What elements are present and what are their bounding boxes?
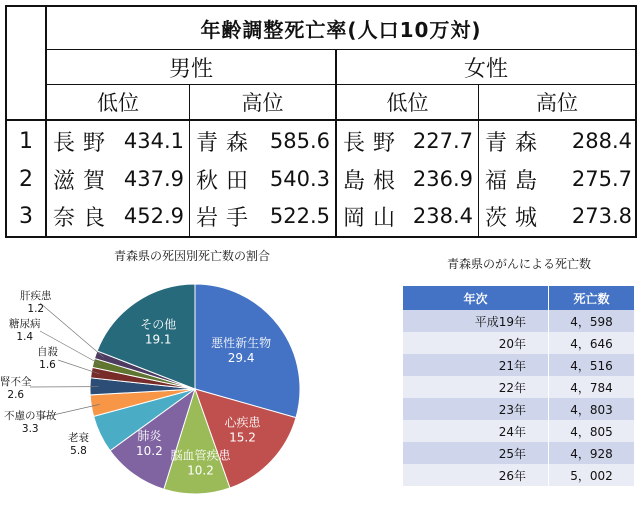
year-cell: 20年 bbox=[403, 332, 549, 354]
female-high-header: 高位 bbox=[536, 91, 578, 115]
female-low-pref: 岡山 bbox=[343, 205, 404, 231]
table-row bbox=[403, 442, 635, 464]
cancer-table-title: 青森県のがんによる死亡数 bbox=[446, 257, 591, 271]
female-high-value: 275.7 bbox=[571, 167, 632, 191]
male-high-value: 540.3 bbox=[269, 167, 330, 191]
female-high-value: 273.8 bbox=[571, 204, 632, 228]
female-high-pref: 青森 bbox=[485, 130, 546, 156]
female-header: 女性 bbox=[463, 56, 508, 82]
table-row bbox=[403, 420, 635, 442]
header-death-count: 死亡数 bbox=[549, 286, 635, 310]
male-low-value: 452.9 bbox=[123, 204, 184, 228]
female-low-value: 227.7 bbox=[412, 129, 473, 153]
male-high-pref: 秋田 bbox=[196, 168, 257, 194]
female-low-value: 236.9 bbox=[412, 167, 473, 191]
count-cell: 4，516 bbox=[549, 354, 635, 376]
table-row bbox=[403, 310, 635, 332]
female-low-header: 低位 bbox=[386, 91, 429, 115]
female-low-pref: 長野 bbox=[343, 130, 404, 156]
female-high-value: 288.4 bbox=[571, 129, 632, 153]
table-row bbox=[403, 376, 635, 398]
year-cell: 21年 bbox=[403, 354, 549, 376]
count-cell: 4，803 bbox=[549, 398, 635, 420]
rank-number: 1 bbox=[19, 128, 33, 154]
male-low-value: 437.9 bbox=[123, 167, 184, 191]
male-low-header: 低位 bbox=[97, 91, 139, 115]
year-cell: 23年 bbox=[403, 398, 549, 420]
male-header: 男性 bbox=[168, 56, 213, 82]
slice-label: 脳血管疾患 bbox=[170, 448, 231, 463]
header-year: 年次 bbox=[403, 286, 549, 310]
slice-label-liver: 肝疾患 1.2 bbox=[20, 290, 52, 315]
male-high-value: 585.6 bbox=[269, 129, 330, 153]
female-high-pref: 福島 bbox=[485, 168, 546, 194]
slice-value-label: 10.2 bbox=[136, 444, 163, 458]
slice-label-suicide: 自殺 1.6 bbox=[37, 346, 58, 371]
count-cell: 4，646 bbox=[549, 332, 635, 354]
table-row bbox=[403, 332, 635, 354]
slice-value-label: 29.4 bbox=[227, 351, 255, 366]
year-cell: 22年 bbox=[403, 376, 549, 398]
slice-value-label: 15.2 bbox=[229, 430, 256, 445]
count-cell: 5，002 bbox=[549, 464, 635, 486]
year-cell: 平成19年 bbox=[403, 310, 549, 332]
count-cell: 4，784 bbox=[549, 376, 635, 398]
table-row bbox=[403, 464, 635, 486]
male-low-value: 434.1 bbox=[123, 129, 184, 153]
count-cell: 4，928 bbox=[549, 442, 635, 464]
pie-chart-title: 青森県の死因別死亡数の割合 bbox=[113, 249, 270, 263]
slice-label-accident: 不慮の事故 3.3 bbox=[4, 410, 57, 435]
year-cell: 25年 bbox=[403, 442, 549, 464]
slice-label: 心疾患 bbox=[224, 415, 261, 430]
male-high-pref: 岩手 bbox=[196, 205, 257, 231]
male-high-header: 高位 bbox=[241, 91, 284, 115]
male-low-pref: 奈良 bbox=[53, 205, 114, 231]
table-row bbox=[403, 354, 635, 376]
count-cell: 4，805 bbox=[549, 420, 635, 442]
slice-label-senility: 老衰 5.8 bbox=[68, 432, 89, 457]
count-cell: 4，598 bbox=[549, 310, 635, 332]
female-low-pref: 島根 bbox=[343, 168, 404, 194]
ranking-table-title: 年齢調整死亡率(人口10万対) bbox=[200, 17, 482, 42]
male-low-pref: 滋賀 bbox=[53, 168, 114, 194]
female-high-pref: 茨城 bbox=[485, 205, 546, 231]
rank-number: 2 bbox=[19, 166, 33, 192]
mortality-ranking-table bbox=[5, 5, 637, 238]
table-row bbox=[403, 398, 635, 420]
slice-value-label: 10.2 bbox=[187, 463, 214, 478]
slice-label: 肺炎 bbox=[137, 429, 162, 443]
slice-label: その他 bbox=[140, 317, 177, 332]
slice-label-diabetes: 糖尿病 1.4 bbox=[9, 318, 41, 343]
slice-label: 悪性新生物 bbox=[211, 336, 272, 351]
year-cell: 24年 bbox=[403, 420, 549, 442]
table-header-row bbox=[403, 286, 635, 310]
male-low-pref: 長野 bbox=[53, 130, 114, 156]
year-cell: 26年 bbox=[403, 464, 549, 486]
cancer-deaths-table bbox=[403, 286, 635, 486]
slice-value-label: 19.1 bbox=[144, 332, 172, 347]
female-low-value: 238.4 bbox=[412, 204, 473, 228]
rank-number: 3 bbox=[19, 203, 33, 229]
male-high-pref: 青森 bbox=[196, 130, 257, 156]
male-high-value: 522.5 bbox=[269, 204, 330, 228]
slice-label-kidney: 腎不全 2.6 bbox=[0, 376, 32, 401]
